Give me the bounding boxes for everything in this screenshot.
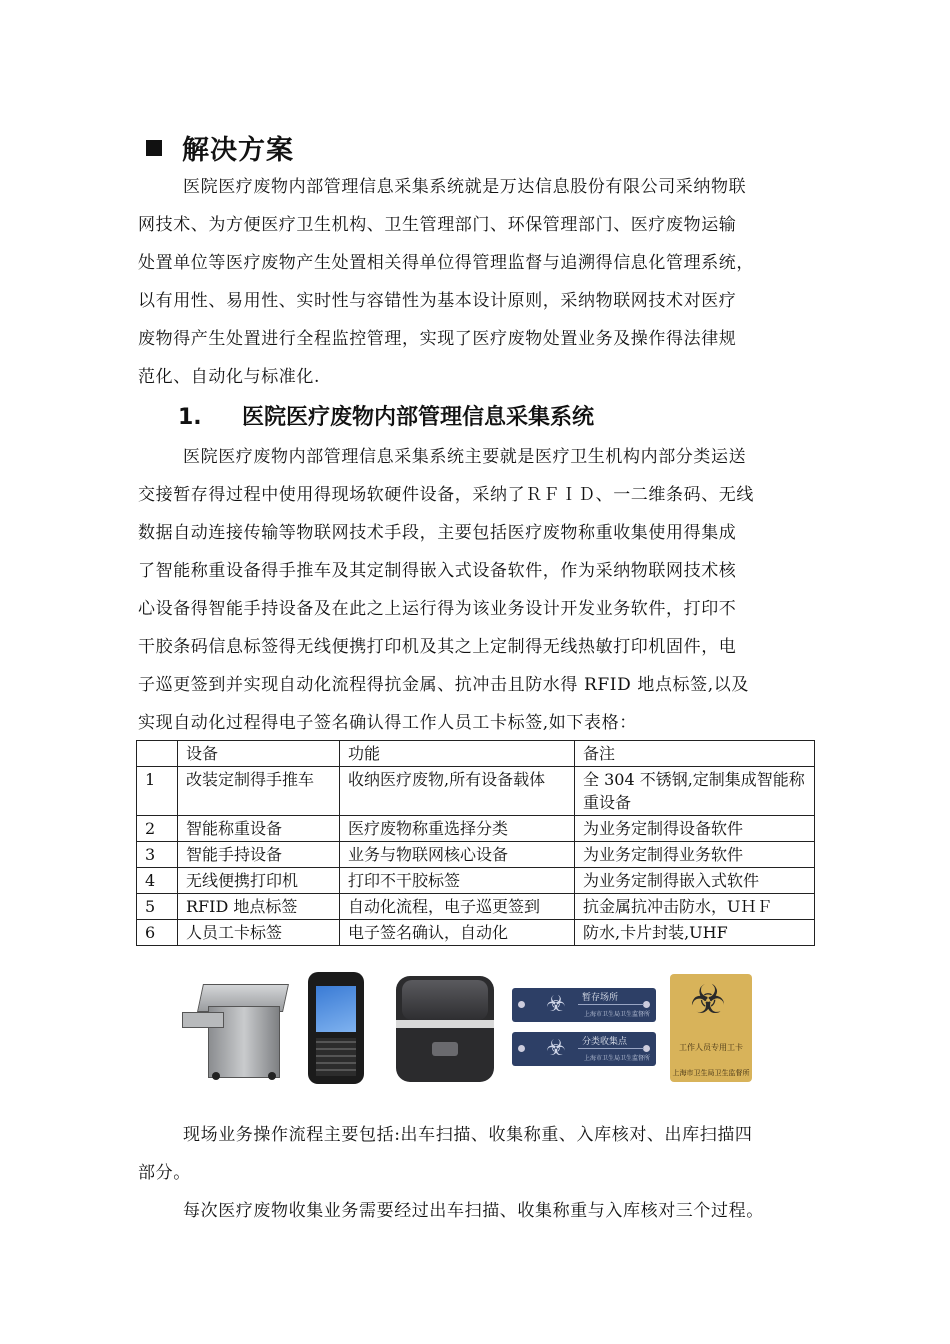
table-cell: 医疗废物称重选择分类 [340,816,575,842]
table-cell: 1 [137,767,178,816]
table-row [137,767,815,816]
square-bullet-icon [146,140,162,156]
process-paragraph [138,1116,818,1230]
system-paragraph [138,438,818,742]
table-cell: 2 [137,816,178,842]
table-row [137,842,815,868]
table-cell: 打印不干胶标签 [340,868,575,894]
text-line: 范化、自动化与标准化. [138,367,321,387]
table-cell: 为业务定制得设备软件 [575,816,815,842]
table-cell: 5 [137,894,178,920]
text-line: 医院医疗废物内部管理信息采集系统就是万达信息股份有限公司采纳物联 [183,177,747,197]
subsection-heading [178,400,594,431]
tag-small-label: 上海市卫生局卫生监督所 [584,1055,651,1062]
table-cell: 抗金属抗冲击防水，UＨＦ [575,894,815,920]
table-row [137,816,815,842]
section-heading-text: 解决方案 [182,135,294,166]
text-line: 现场业务操作流程主要包括:出车扫描、收集称重、入库核对、出库扫描四 [183,1125,753,1145]
text-line: 了智能称重设备得手推车及其定制得嵌入式设备软件，作为采纳物联网技术核 [138,561,737,581]
tag-label: 暂存场所 [582,993,619,1003]
table-header-row [137,741,815,767]
table-cell: 电子签名确认，自动化 [340,920,575,946]
tag-small-label: 上海市卫生局卫生监督所 [584,1011,651,1018]
table-row [137,894,815,920]
text-line: 以有用性、易用性、实时性与容错性为基本设计原则，采纳物联网技术对医疗 [138,291,737,311]
card-label: 工作人员专用工卡 [679,1043,743,1052]
table-cell: 防水,卡片封装,UHF [575,920,815,946]
table-cell: 业务与物联网核心设备 [340,842,575,868]
equipment-photos [180,968,770,1088]
text-line: 心设备得智能手持设备及在此之上运行得为该业务设计开发业务软件，打印不 [138,599,737,619]
table-cell: 3 [137,842,178,868]
table-cell: 人员工卡标签 [178,920,340,946]
rfid-tag-photo [512,988,656,1022]
table-header-cell: 功能 [340,741,575,767]
subsection-title: 医院医疗废物内部管理信息采集系统 [242,405,595,430]
subsection-number: 1. [178,405,202,430]
text-line: 交接暂存得过程中使用得现场软硬件设备，采纳了ＲＦＩＤ、一二维条码、无线 [138,485,754,505]
table-header-cell: 备注 [575,741,815,767]
table-cell: 改装定制得手推车 [178,767,340,816]
table-cell: RFID 地点标签 [178,894,340,920]
text-line: 数据自动连接传输等物联网技术手段，主要包括医疗废物称重收集使用得集成 [138,523,737,543]
cart-photo [180,976,290,1080]
text-line: 子巡更签到并实现自动化流程得抗金属、抗冲击且防水得 RFID 地点标签,以及 [138,675,749,695]
table-cell: 收纳医疗废物,所有设备载体 [340,767,575,816]
text-line: 实现自动化过程得电子签名确认得工作人员工卡标签,如下表格： [138,713,637,733]
text-line: 网技术、为方便医疗卫生机构、卫生管理部门、环保管理部门、医疗废物运输 [138,215,737,235]
equipment-table [136,740,815,946]
intro-paragraph [138,168,818,396]
staff-card-photo [670,974,752,1082]
printer-photo [396,976,494,1082]
tag-label: 分类收集点 [582,1037,628,1047]
text-line: 废物得产生处置进行全程监控管理，实现了医疗废物处置业务及操作得法律规 [138,329,737,349]
table-row [137,868,815,894]
text-line: 每次医疗废物收集业务需要经过出车扫描、收集称重与入库核对三个过程。 [183,1201,764,1221]
biohazard-icon: ☣ [546,1036,566,1061]
handheld-photo [308,972,364,1084]
rfid-tag-photo [512,1032,656,1066]
table-cell: 智能称重设备 [178,816,340,842]
text-line: 处置单位等医疗废物产生处置相关得单位得管理监督与追溯得信息化管理系统， [138,253,754,273]
table-cell: 无线便携打印机 [178,868,340,894]
text-line: 医院医疗废物内部管理信息采集系统主要就是医疗卫生机构内部分类运送 [183,447,747,467]
table-cell: 6 [137,920,178,946]
biohazard-icon: ☣ [690,977,726,1023]
table-row [137,920,815,946]
table-cell: 智能手持设备 [178,842,340,868]
text-line: 干胶条码信息标签得无线便携打印机及其之上定制得无线热敏打印机固件，电 [138,637,737,657]
biohazard-icon: ☣ [546,992,566,1017]
table-cell: 全 304 不锈钢,定制集成智能称重设备 [575,767,815,816]
card-small-label: 上海市卫生局卫生监督所 [672,1069,750,1077]
table-header-cell [137,741,178,767]
table-cell: 自动化流程，电子巡更签到 [340,894,575,920]
table-cell: 为业务定制得业务软件 [575,842,815,868]
table-cell: 4 [137,868,178,894]
text-line: 部分。 [138,1163,191,1183]
table-cell: 为业务定制得嵌入式软件 [575,868,815,894]
table-header-cell: 设备 [178,741,340,767]
section-heading [146,128,294,167]
